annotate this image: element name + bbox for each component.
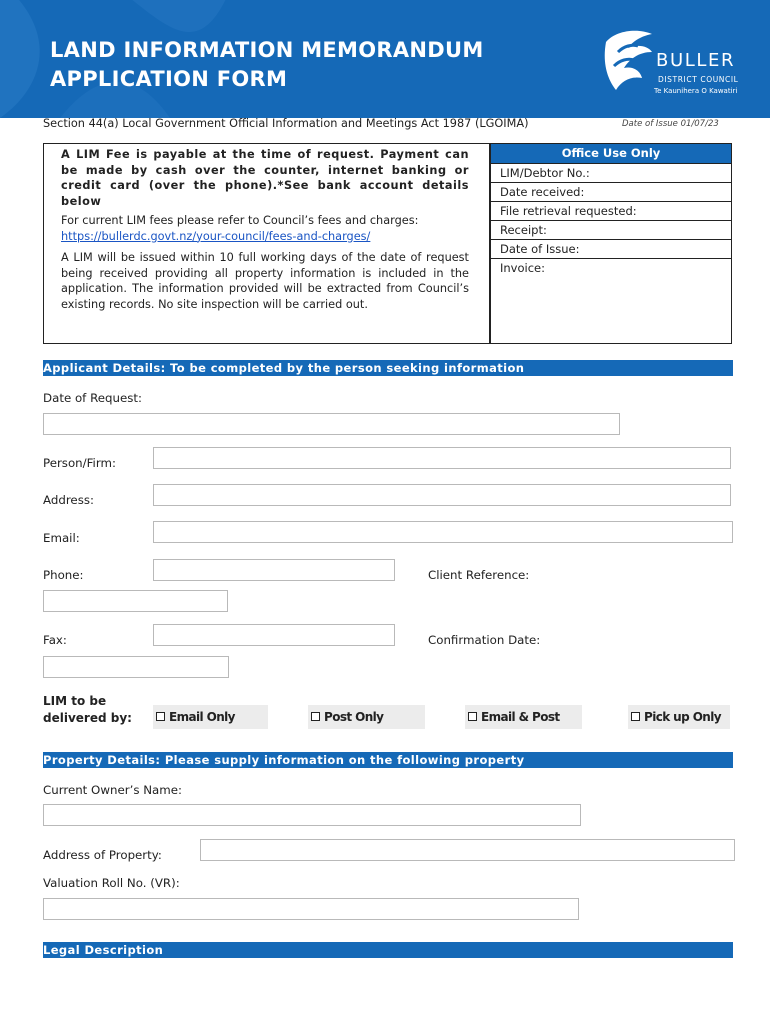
- person-firm-input[interactable]: [153, 447, 731, 469]
- property-section-heading: Property Details: Please supply information on the following property: [43, 752, 733, 768]
- legal-description-heading: Legal Description: [43, 942, 733, 958]
- office-row-invoice: Invoice:: [491, 258, 731, 277]
- form-title-line2: APPLICATION FORM: [50, 67, 288, 91]
- page-header: [0, 0, 770, 118]
- delivery-method-label: LIM to be delivered by:: [43, 694, 132, 725]
- fax-label: Fax:: [43, 633, 67, 647]
- email-only-label: Email Only: [169, 710, 235, 724]
- office-row-date-received: Date received:: [491, 182, 731, 201]
- confirmation-date-label: Confirmation Date:: [428, 633, 541, 647]
- phone-label: Phone:: [43, 568, 84, 582]
- fees-reference-text: [61, 213, 469, 244]
- current-owner-label: Current Owner’s Name:: [43, 783, 182, 797]
- act-reference: Section 44(a) Local Government Official Information and Meetings Act 1987 (LGOIMA): [43, 117, 529, 130]
- valuation-roll-input[interactable]: [43, 898, 579, 920]
- confirmation-date-input[interactable]: [43, 656, 229, 678]
- option-pick-up-only[interactable]: [628, 705, 730, 729]
- option-post-only[interactable]: [308, 705, 425, 729]
- logo-council: DISTRICT COUNCIL: [658, 75, 739, 84]
- pick-up-only-checkbox[interactable]: [631, 712, 640, 721]
- pick-up-only-label: Pick up Only: [644, 710, 721, 724]
- person-firm-label: Person/Firm:: [43, 456, 116, 470]
- date-of-request-label: Date of Request:: [43, 391, 142, 405]
- email-and-post-checkbox[interactable]: [468, 712, 477, 721]
- office-row-receipt: Receipt:: [491, 220, 731, 239]
- email-only-checkbox[interactable]: [156, 712, 165, 721]
- issue-date: Date of Issue 01/07/23: [622, 119, 719, 129]
- address-label: Address:: [43, 493, 94, 507]
- applicant-section-heading: Applicant Details: To be completed by the person seeking information: [43, 360, 733, 376]
- form-title-line1: LAND INFORMATION MEMORANDUM: [50, 38, 484, 62]
- fees-link[interactable]: https://bullerdc.govt.nz/your-council/fees-and-charges/: [61, 229, 371, 243]
- option-email-and-post[interactable]: [465, 705, 582, 729]
- fax-input[interactable]: [153, 624, 395, 646]
- post-only-label: Post Only: [324, 710, 384, 724]
- office-row-debtor: LIM/Debtor No.:: [491, 163, 731, 182]
- office-row-file-retrieval: File retrieval requested:: [491, 201, 731, 220]
- fee-info-box: [43, 143, 490, 344]
- current-owner-input[interactable]: [43, 804, 581, 826]
- phone-input[interactable]: [153, 559, 395, 581]
- council-logo: [598, 24, 748, 100]
- valuation-roll-label: Valuation Roll No. (VR):: [43, 876, 180, 890]
- address-input[interactable]: [153, 484, 731, 506]
- date-of-request-input[interactable]: [43, 413, 620, 435]
- property-address-input[interactable]: [200, 839, 735, 861]
- office-row-date-of-issue: Date of Issue:: [491, 239, 731, 258]
- form-title: [50, 36, 484, 94]
- lim-issue-text: A LIM will be issued within 10 full working days of the date of request being received providing all property information is included in the application. The information provided will be extracted from Council’s existing records. No site inspection will be carried out.: [61, 251, 469, 311]
- property-address-label: Address of Property:: [43, 848, 162, 862]
- logo-maori-name: Te Kaunihera O Kawatiri: [654, 87, 738, 95]
- client-reference-input[interactable]: [43, 590, 228, 612]
- buller-logo-icon: [598, 24, 656, 100]
- logo-name: BULLER: [656, 50, 736, 71]
- client-reference-label: Client Reference:: [428, 568, 530, 582]
- option-email-only[interactable]: [153, 705, 268, 729]
- email-and-post-label: Email & Post: [481, 710, 560, 724]
- fees-reference-label: For current LIM fees please refer to Council’s fees and charges:: [61, 214, 419, 227]
- office-use-box: [490, 143, 732, 344]
- fee-payment-text: A LIM Fee is payable at the time of request. Payment can be made by cash over the counter, internet banking or credit card (over the phone).*See bank account details below: [61, 148, 469, 208]
- office-use-heading: Office Use Only: [491, 144, 731, 163]
- post-only-checkbox[interactable]: [311, 712, 320, 721]
- email-label: Email:: [43, 531, 80, 545]
- email-input[interactable]: [153, 521, 733, 543]
